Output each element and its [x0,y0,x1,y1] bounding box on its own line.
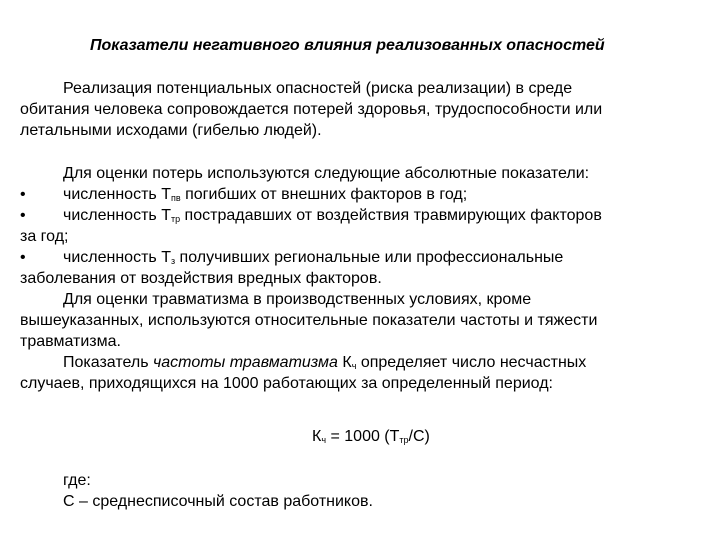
bullet-2-subscript: тр [170,214,181,224]
formula-k: К [312,428,322,445]
frequency-indicator-line-2: случаев, приходящихся на 1000 работающих за определенный период: [20,375,553,392]
bullet-glyph: • [20,249,26,266]
where-label: где: [63,472,91,489]
relative-indicators-line-2: вышеуказанных, используются относительные показатели частоты и тяжести [20,312,598,329]
bullet-1-post: погибших от внешних факторов в год; [180,186,468,203]
bullet-glyph: • [20,186,26,203]
bullet-3-subscript: з [170,256,176,266]
intro-line-3: летальными исходами (гибелью людей). [20,122,322,139]
page-title: Показатели негативного влияния реализованных опасностей [90,37,605,54]
relative-indicators-line-3: травматизма. [20,333,121,350]
formula-k-subscript: ч [321,435,327,445]
bullet-3-post: получивших региональные или профессиональные [175,249,564,266]
formula-end: /С) [408,428,430,445]
bullet-3-pre: численность Т [63,249,171,266]
intro-line-1: Реализация потенциальных опасностей (риска реализации) в среде [63,80,573,97]
bullet-3-continuation: заболевания от воздействия вредных факторов. [20,270,382,287]
formula [312,427,720,448]
kch-post: определяет число несчастных [356,354,587,371]
bullet-1-pre: численность Т [63,186,171,203]
c-definition: С – среднесписочный состав работников. [63,493,373,510]
kch-emphasis: частоты травматизма [152,354,338,371]
kch-subscript: ч [351,361,357,371]
absolute-indicators-lead: Для оценки потерь используются следующие абсолютные показатели: [63,165,590,182]
kch-mid: К [337,354,352,371]
intro-line-2: обитания человека сопровождается потерей здоровья, трудоспособности или [20,101,603,118]
bullet-glyph: • [20,207,26,224]
formula-t-subscript: тр [399,435,409,445]
frequency-indicator-line-1 [63,353,720,374]
kch-pre: Показатель [63,354,153,371]
bullet-1-subscript: пв [170,193,181,203]
formula-mid: = 1000 (Т [326,428,400,445]
bullet-2-post: пострадавших от воздействия травмирующих факторов [180,207,602,224]
bullet-2-continuation: за год; [20,228,69,245]
relative-indicators-line-1: Для оценки травматизма в производственных условиях, кроме [63,291,532,308]
bullet-2-pre: численность Т [63,207,171,224]
